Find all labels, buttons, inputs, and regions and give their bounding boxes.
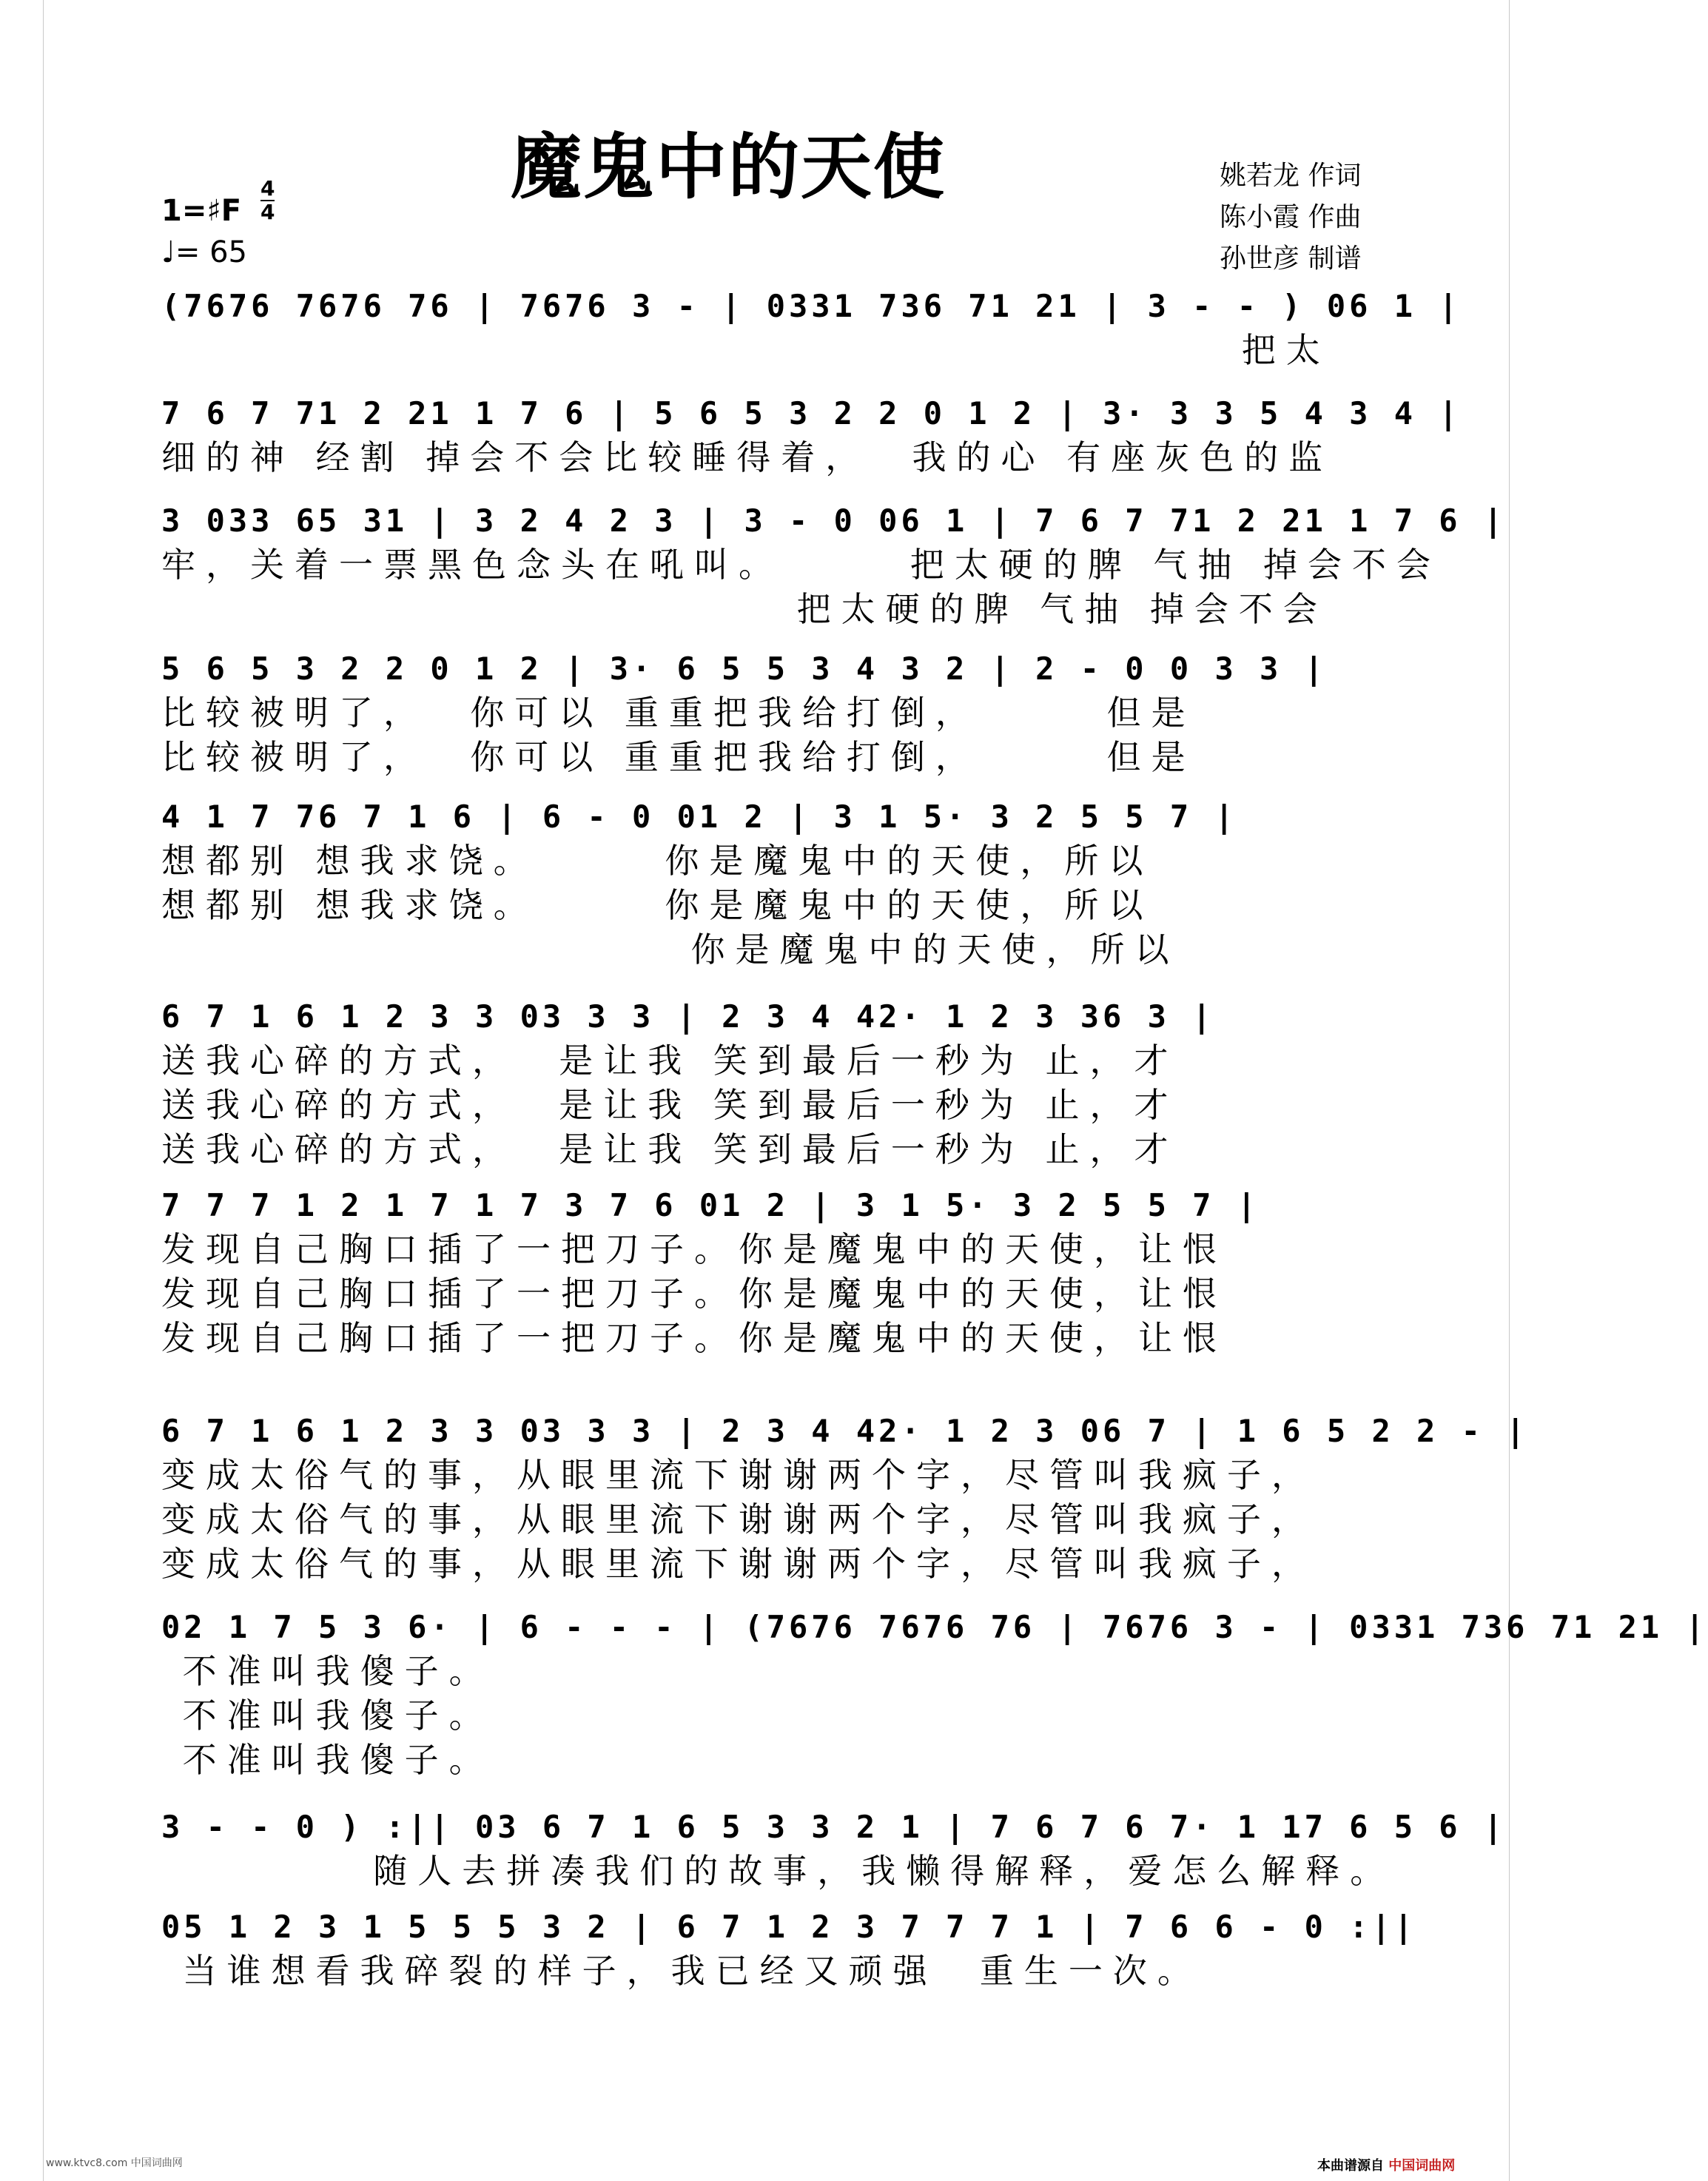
lyric-line: 变成太俗气的事，从眼里流下谢谢两个字，尽管叫我疯子， — [161, 1544, 1316, 1584]
score-system-11 — [161, 1906, 1417, 1993]
composer-credit: 陈小霞 作曲 — [1220, 202, 1362, 232]
notation-line: 05 1 2 3 1 5 5 5 3 2 | 6 7 1 2 3 7 7 7 1 | 7 6 6 - 0 :|| — [161, 1909, 1417, 1945]
lyric-line: 送我心碎的方式， 是让我 笑到最后一秒为 止，才 — [161, 1085, 1179, 1125]
lyric-line: 发现自己胸口插了一把刀子。你是魔鬼中的天使，让恨 — [161, 1274, 1227, 1314]
left-margin-border — [0, 0, 44, 2181]
right-margin-border — [1509, 0, 1553, 2181]
score-system-10 — [161, 1806, 1507, 1893]
score-system-5 — [161, 796, 1390, 972]
notation-line: 02 1 7 5 3 6· | 6 - - - | (7676 7676 76 | 7676 3 - | 0331 736 71 21 | — [161, 1609, 1708, 1645]
lyric-line: 牢，关着一票黑色念头在吼叫。 把太硬的脾 气抽 掉会不会 — [161, 545, 1441, 585]
lyric-line: 你是魔鬼中的天使，所以 — [161, 930, 1180, 969]
lyric-line: 想都别 想我求饶。 你是魔鬼中的天使，所以 — [161, 841, 1154, 881]
notation-line: (7676 7676 76 | 7676 3 - | 0331 736 71 21 | 3 - - ) 06 1 | — [161, 288, 1462, 324]
score-system-7 — [161, 1184, 1390, 1360]
lyric-line: 比较被明了， 你可以 重重把我给打倒， 但是 — [161, 737, 1196, 777]
lyric-line: 不准叫我傻子。 — [161, 1651, 494, 1691]
lyric-line: 变成太俗气的事，从眼里流下谢谢两个字，尽管叫我疯子， — [161, 1455, 1316, 1495]
score-system-9 — [161, 1606, 1708, 1782]
notation-line: 6 7 1 6 1 2 3 3 03 3 3 | 2 3 4 42· 1 2 3 06 7 | 1 6 5 2 2 - | — [161, 1413, 1529, 1449]
lyric-line: 不准叫我傻子。 — [161, 1740, 494, 1780]
key-signature: 1=♯F — [161, 194, 242, 228]
notation-line: 7 6 7 71 2 21 1 7 6 | 5 6 5 3 2 2 0 1 2 | 3· 3 3 5 4 3 4 | — [161, 395, 1462, 431]
notation-line: 7 7 7 1 2 1 7 1 7 3 7 6 01 2 | 3 1 5· 3 2 5 5 7 | — [161, 1187, 1260, 1223]
score-system-2 — [161, 392, 1462, 480]
lyric-line: 把太 — [161, 330, 1331, 370]
notation-line: 5 6 5 3 2 2 0 1 2 | 3· 6 5 5 3 4 3 2 | 2 - 0 0 3 3 | — [161, 651, 1327, 687]
lyric-line: 比较被明了， 你可以 重重把我给打倒， 但是 — [161, 693, 1196, 733]
song-title: 魔鬼中的天使 — [511, 126, 946, 209]
lyric-line: 发现自己胸口插了一把刀子。你是魔鬼中的天使，让恨 — [161, 1318, 1227, 1358]
lyric-line: 把太硬的脾 气抽 掉会不会 — [161, 589, 1328, 629]
tempo-marking: ♩= 65 — [161, 235, 247, 269]
notation-line: 3 033 65 31 | 3 2 4 2 3 | 3 - 0 06 1 | 7 6 7 71 2 21 1 7 6 | — [161, 503, 1507, 539]
transcriber-credit: 孙世彦 制谱 — [1220, 243, 1362, 274]
lyric-line: 想都别 想我求饶。 你是魔鬼中的天使，所以 — [161, 885, 1154, 925]
lyric-line: 送我心碎的方式， 是让我 笑到最后一秒为 止，才 — [161, 1041, 1179, 1081]
time-signature — [260, 178, 275, 224]
credits — [1220, 155, 1361, 280]
score-system-3 — [161, 500, 1507, 631]
score-system-6 — [161, 995, 1390, 1172]
lyricist-credit: 姚若龙 作词 — [1220, 161, 1362, 191]
score-system-4 — [161, 648, 1390, 779]
notation-line: 3 - - 0 ) :|| 03 6 7 1 6 5 3 3 2 1 | 7 6 7 6 7· 1 17 6 5 6 | — [161, 1809, 1507, 1845]
score-system-8 — [161, 1410, 1529, 1586]
meter-bottom: 4 — [260, 200, 275, 224]
lyric-line: 当谁想看我碎裂的样子，我已经又顽强 重生一次。 — [161, 1951, 1202, 1991]
footer-source — [1317, 2155, 1455, 2174]
lyric-line: 送我心碎的方式， 是让我 笑到最后一秒为 止，才 — [161, 1129, 1179, 1169]
notation-line: 4 1 7 76 7 1 6 | 6 - 0 01 2 | 3 1 5· 3 2 5 5 7 | — [161, 799, 1237, 835]
footer-brand-link[interactable]: 中国词曲网 — [1388, 2158, 1456, 2174]
footer-site-url: www.ktvc8.com 中国词曲网 — [46, 2157, 183, 2169]
score-system-1 — [161, 285, 1462, 372]
lyric-line: 发现自己胸口插了一把刀子。你是魔鬼中的天使，让恨 — [161, 1229, 1227, 1269]
notation-line: 6 7 1 6 1 2 3 3 03 3 3 | 2 3 4 42· 1 2 3 36 3 | — [161, 998, 1215, 1035]
lyric-line: 细的神 经割 掉会不会比较睡得着， 我的心 有座灰色的监 — [161, 437, 1334, 477]
footer-source-text: 本曲谱源自 — [1317, 2158, 1384, 2174]
lyric-line: 不准叫我傻子。 — [161, 1696, 494, 1735]
lyric-line: 变成太俗气的事，从眼里流下谢谢两个字，尽管叫我疯子， — [161, 1499, 1316, 1539]
lyric-line: 随人去拼凑我们的故事，我懒得解释，爱怎么解释。 — [161, 1851, 1395, 1891]
meter-top: 4 — [260, 176, 275, 201]
